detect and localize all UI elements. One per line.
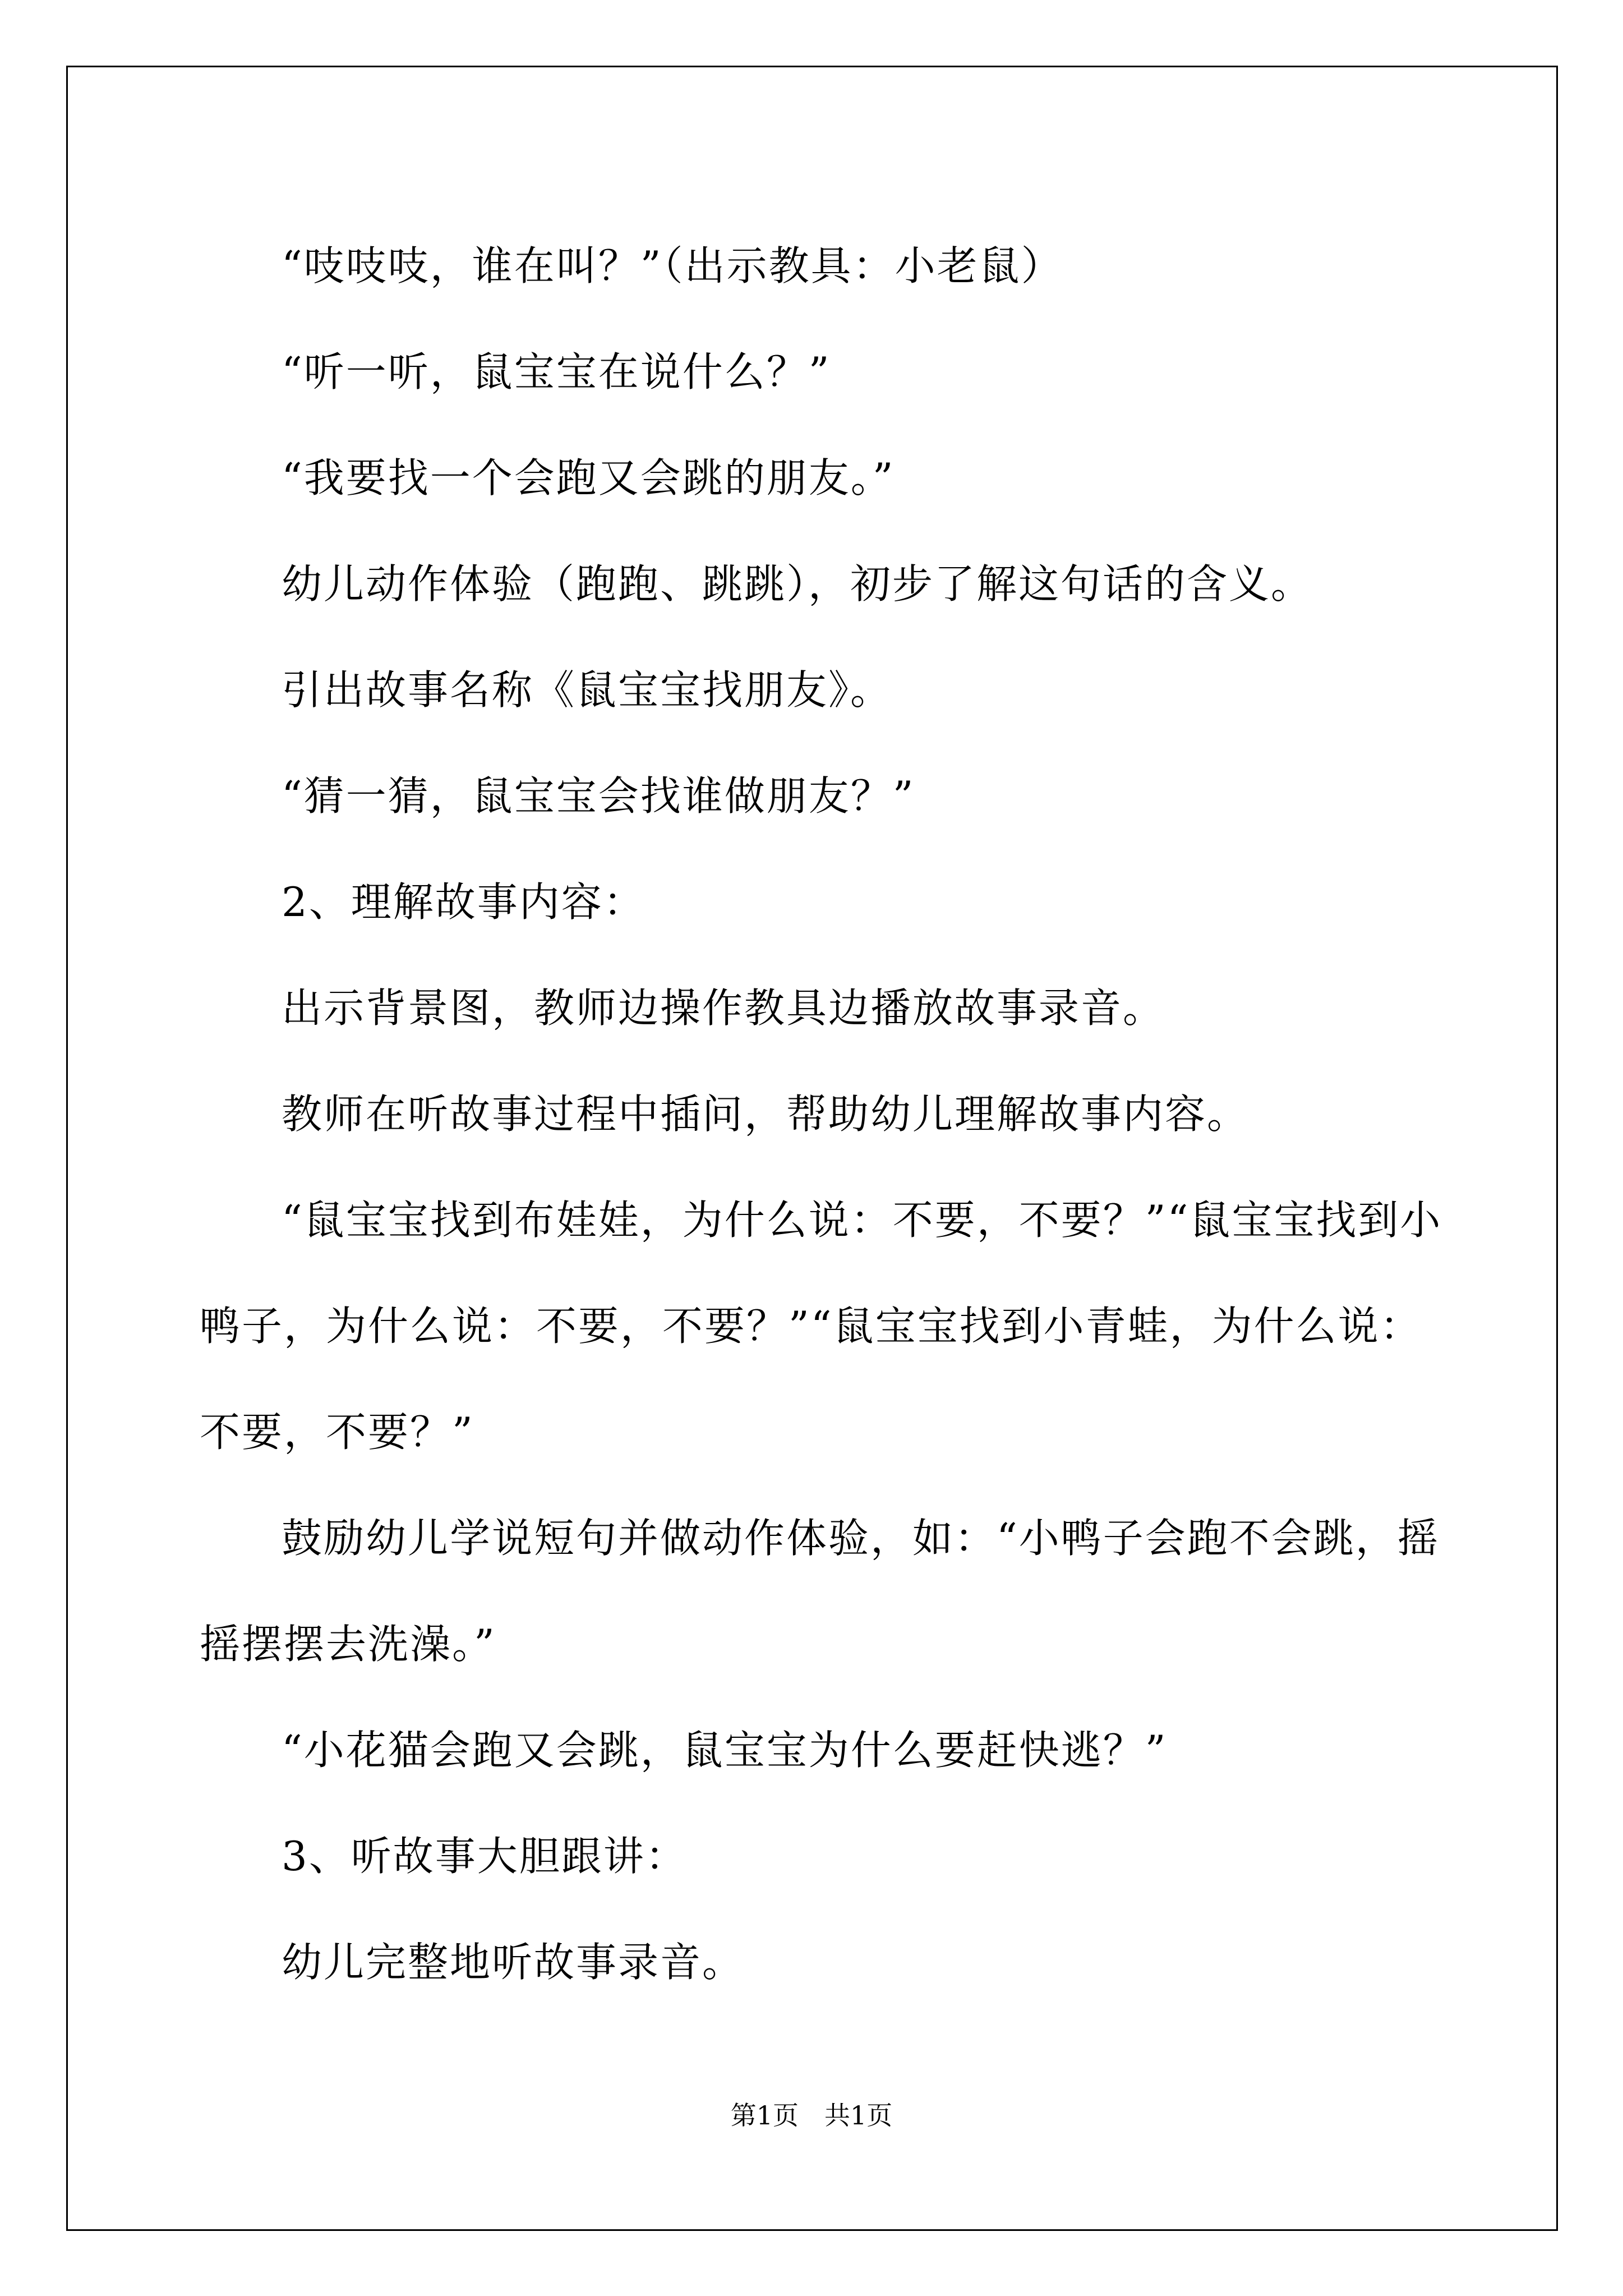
paragraph: “我要找一个会跑又会跳的朋友。”	[282, 454, 895, 501]
section-heading: 2、理解故事内容：	[282, 878, 645, 926]
paragraph: “听一听，鼠宝宝在说什么？”	[282, 348, 831, 395]
document-body	[200, 213, 1461, 2016]
paragraph: 教师在听故事过程中插问，帮助幼儿理解故事内容。	[282, 1091, 1249, 1138]
section-heading: 3、听故事大胆跟讲：	[282, 1833, 688, 1880]
paragraph: 幼儿完整地听故事录音。	[282, 1939, 745, 1986]
paragraph: “猜一猜，鼠宝宝会找谁做朋友？”	[282, 772, 915, 820]
paragraph: “鼠宝宝找到布娃娃，为什么说：不要，不要？”“鼠宝宝找到小鸭子，为什么说：不要，不要？”“鼠宝宝找到小青蛙，为什么说：不要，不要？”	[200, 1197, 1442, 1456]
paragraph: 引出故事名称《鼠宝宝找朋友》。	[282, 666, 893, 714]
paragraph: 出示背景图，教师边操作教具边播放故事录音。	[282, 984, 1165, 1032]
paragraph: “吱吱吱，谁在叫？”（出示教具：小老鼠）	[282, 242, 1063, 289]
page-number-footer: 第1页 共1页	[730, 2100, 893, 2131]
paragraph: 幼儿动作体验（跑跑、跳跳），初步了解这句话的含义。	[282, 560, 1313, 608]
paragraph: 鼓励幼儿学说短句并做动作体验，如：“小鸭子会跑不会跳，摇摇摆摆去洗澡。”	[200, 1515, 1440, 1668]
paragraph: “小花猫会跑又会跳，鼠宝宝为什么要赶快逃？”	[282, 1727, 1168, 1774]
